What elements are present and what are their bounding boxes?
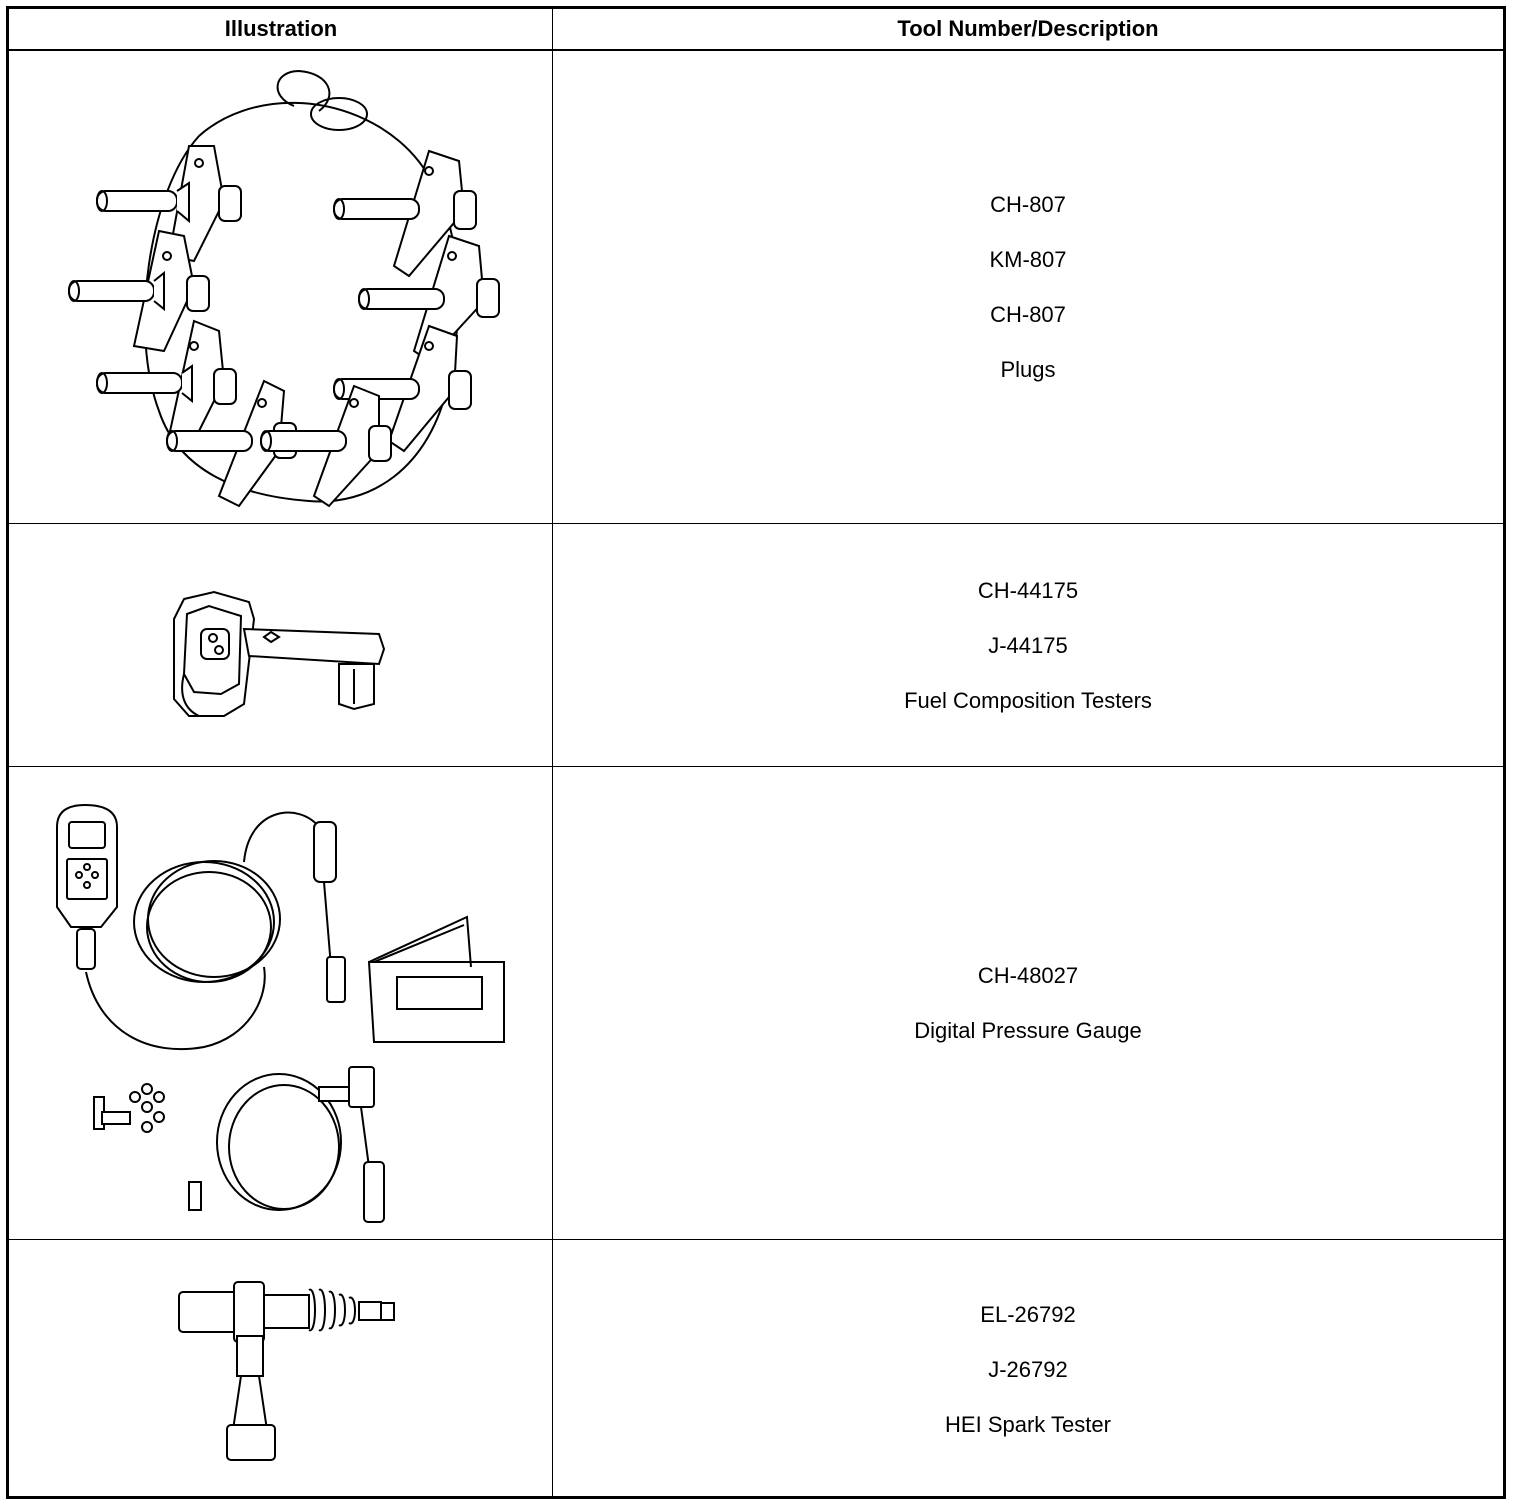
header-illustration: Illustration [9, 9, 553, 51]
digital-pressure-gauge-icon [9, 767, 552, 1239]
tool-description [553, 767, 1503, 1239]
tool-line: Plugs [1000, 357, 1056, 382]
tool-description [553, 51, 1503, 523]
tool-line: CH-807 [990, 192, 1066, 217]
table-row [9, 1240, 1503, 1499]
table-row [9, 767, 1503, 1240]
table-row [9, 51, 1503, 524]
tool-line: EL-26792 [980, 1302, 1076, 1327]
tool-line: Fuel Composition Testers [904, 687, 1152, 713]
header-tool-description: Tool Number/Description [553, 9, 1503, 51]
fuel-composition-tester-icon [9, 524, 552, 766]
tool-description [553, 1240, 1503, 1499]
hei-spark-tester-icon [9, 1240, 552, 1499]
tool-description [553, 524, 1503, 766]
table-row [9, 524, 1503, 767]
tool-line: Digital Pressure Gauge [914, 1018, 1142, 1043]
tool-line: CH-807 [990, 302, 1066, 327]
tool-line: HEI Spark Tester [945, 1412, 1111, 1437]
tool-line: KM-807 [989, 247, 1067, 272]
plug-set-icon [9, 51, 552, 523]
tool-line: J-44175 [988, 632, 1068, 658]
tool-line: J-26792 [988, 1357, 1068, 1382]
tool-line: CH-48027 [977, 963, 1079, 988]
tool-line: CH-44175 [977, 577, 1079, 603]
tool-table [6, 6, 1506, 1499]
